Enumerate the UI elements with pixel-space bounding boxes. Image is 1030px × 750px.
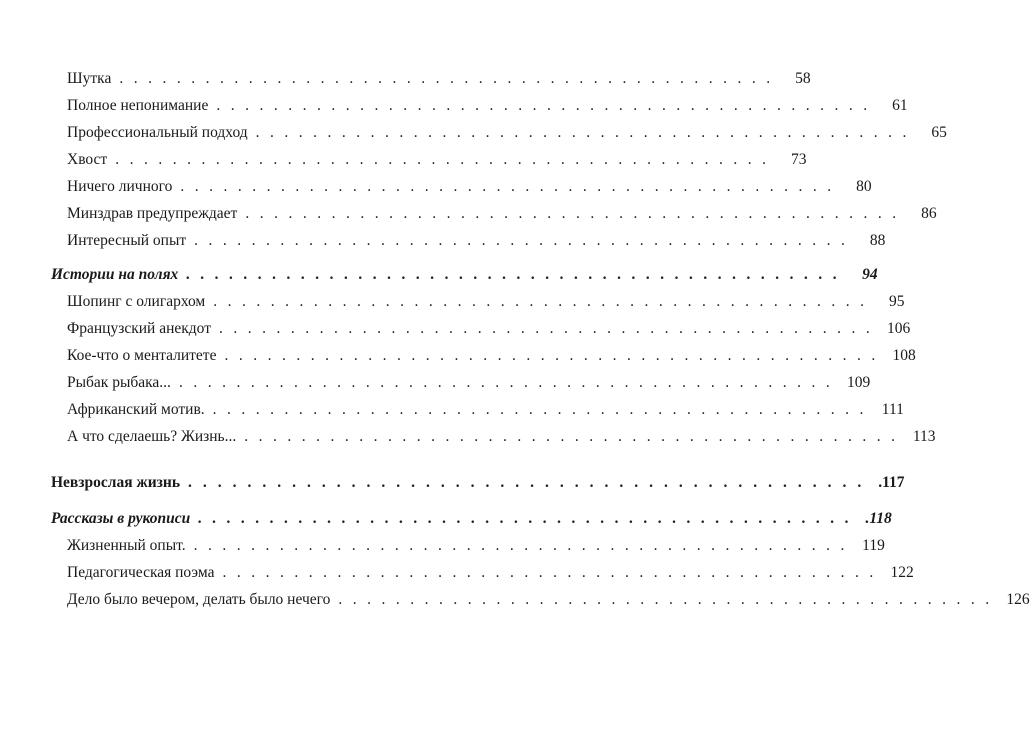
dot-leader: .............................................. (198, 510, 860, 527)
toc-entry-page: 111 (881, 401, 904, 418)
toc-entry-title: Африканский мотив. (67, 401, 205, 418)
dot-leader: .............................................. (186, 266, 848, 283)
dot-leader: .............................................. (212, 401, 874, 418)
toc-subsection-title: Истории на полях (51, 266, 179, 283)
toc-section-page: .117 (878, 474, 905, 491)
toc-subsection-page: .118 (865, 510, 892, 527)
toc-entry-title: Хвост (67, 151, 108, 168)
toc-entry-title: Французский анекдот (67, 320, 212, 337)
dot-leader: .............................................. (178, 374, 841, 391)
dot-leader: .............................................. (255, 124, 917, 141)
toc-entry-page: 61 (892, 97, 908, 114)
toc-entry (67, 151, 807, 175)
toc-subsection-page: 94 (862, 266, 878, 283)
toc-entry-page: 109 (846, 374, 871, 391)
toc-entry-page: 126 (1006, 591, 1030, 608)
toc-entry-title: Педагогическая поэма (67, 564, 215, 581)
toc-entry (67, 70, 811, 94)
toc-entry (67, 97, 908, 121)
dot-leader: .............................................. (222, 564, 884, 581)
toc-entry (67, 347, 916, 371)
toc-entry-title: Полное непонимание (67, 97, 209, 114)
toc-entry-page: 95 (889, 293, 905, 310)
toc-section (51, 474, 905, 498)
toc-entry (67, 178, 872, 202)
dot-leader: .............................................. (193, 537, 855, 554)
toc-entry (67, 591, 1030, 615)
dot-leader: .............................................. (216, 97, 878, 114)
toc-subsection (51, 510, 892, 534)
dot-leader: .............................................. (219, 320, 881, 337)
toc-entry (67, 293, 905, 317)
toc-entry-page: 65 (931, 124, 947, 141)
dot-leader: .............................................. (213, 293, 875, 310)
dot-leader: .............................................. (180, 178, 842, 195)
dot-leader: .............................................. (119, 70, 781, 87)
toc-entry-page: 58 (795, 70, 811, 87)
toc-entry-page: 86 (921, 205, 937, 222)
toc-entry-title: Минздрав предупреждает (67, 205, 238, 222)
dot-leader: .............................................. (115, 151, 777, 168)
dot-leader: .............................................. (338, 591, 1000, 608)
dot-leader: .............................................. (245, 205, 907, 222)
toc-entry-page: 119 (862, 537, 885, 554)
toc-entry (67, 428, 936, 452)
toc-entry (67, 232, 886, 256)
toc-entry-page: 122 (890, 564, 914, 581)
toc-entry-title: Рыбак рыбака... (67, 374, 171, 391)
toc-entry-title: Дело было вечером, делать было нечего (67, 591, 331, 608)
toc-entry-page: 73 (790, 151, 807, 168)
toc-section-title: Невзрослая жизнь (51, 474, 181, 491)
toc-entry-title: Интересный опыт (67, 232, 187, 249)
dot-leader: .............................................. (244, 428, 906, 445)
toc-entry-title: Профессиональный подход (67, 124, 248, 141)
toc-entry (67, 320, 911, 344)
dot-leader: .............................................. (188, 474, 873, 491)
toc-entry-title: Ничего личного (67, 178, 173, 195)
dot-leader: .............................................. (224, 347, 886, 364)
toc-subsection (51, 266, 878, 290)
toc-entry-title: А что сделаешь? Жизнь... (67, 428, 237, 445)
toc-entry-page: 108 (892, 347, 916, 364)
toc-entry-page: 113 (912, 428, 936, 445)
toc-entry (67, 205, 937, 229)
toc-entry-title: Шопинг с олигархом (67, 293, 206, 310)
toc-entry-title: Шутка (67, 70, 112, 87)
dot-leader: .............................................. (194, 232, 856, 249)
toc-entry-page: 88 (869, 232, 886, 249)
toc-entry (67, 564, 914, 588)
toc-entry (67, 537, 885, 561)
toc-entry (67, 374, 871, 398)
toc-entry-page: 80 (856, 178, 872, 195)
toc-entry (67, 401, 904, 425)
toc-entry-title: Жизненный опыт. (67, 537, 186, 554)
toc-subsection-title: Рассказы в рукописи (51, 510, 191, 527)
toc-entry-title: Кое-что о менталитете (67, 347, 217, 364)
toc-entry (67, 124, 947, 148)
toc-entry-page: 106 (887, 320, 911, 337)
